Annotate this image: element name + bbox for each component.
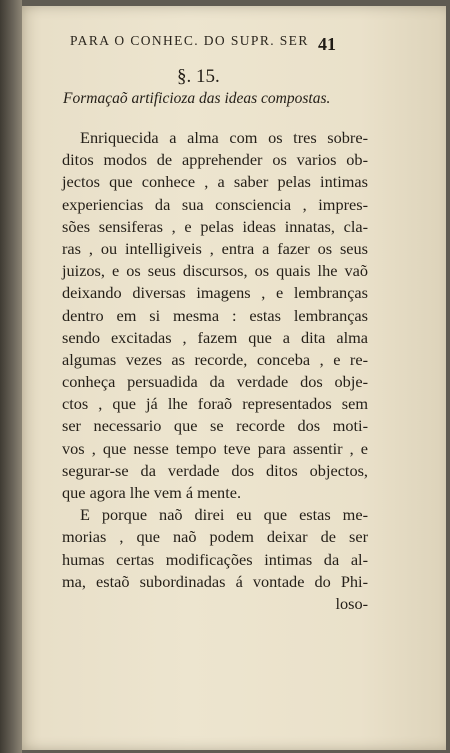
text-line: experiencias da sua consciencia , impres- bbox=[62, 194, 368, 214]
text-line: conheça persuadida da verdade dos obje- bbox=[62, 372, 368, 392]
text-line: juizos, e os seus discursos, os quais lhe vaõ bbox=[62, 261, 368, 281]
text-line: Enriquecida a alma com os tres sobre- bbox=[80, 128, 368, 147]
running-head: PARA O CONHEC. DO SUPR. SER bbox=[70, 33, 309, 48]
text-line: ma, estaõ subordinadas á vontade do Phi- bbox=[62, 571, 368, 591]
section-number: §. 15. bbox=[177, 66, 220, 87]
text-line: ditos modos de apprehender os varios ob- bbox=[62, 150, 368, 170]
binding-edge bbox=[0, 0, 22, 753]
text-line: dentro em si mesma : estas lembranças bbox=[62, 305, 368, 325]
text-line: humas certas modificações intimas da al- bbox=[62, 549, 368, 569]
section-title: Formaçaõ artificioza das ideas compostas. bbox=[63, 90, 331, 107]
text-line: ctos , que já lhe foraõ representados sem bbox=[62, 394, 368, 414]
text-line: que agora lhe vem á mente. bbox=[62, 483, 242, 502]
text-line: deixando diversas imagens , e lembranças bbox=[62, 283, 368, 303]
catchword: loso- bbox=[335, 593, 368, 613]
body-text bbox=[62, 127, 368, 615]
text-line: vos , que nesse tempo teve para assentir , e bbox=[62, 438, 368, 458]
text-line: jectos que conhece , a saber pelas intimas bbox=[62, 172, 368, 192]
text-line: segurar-se da verdade dos ditos objectos, bbox=[62, 460, 368, 480]
text-line: ser necessario que se recorde dos moti- bbox=[62, 416, 368, 436]
page-number: 41 bbox=[318, 34, 336, 54]
text-line: algumas vezes as recorde, conceba , e re- bbox=[62, 349, 368, 369]
text-line: sões sensiferas , e pelas ideas innatas, cla- bbox=[62, 216, 368, 236]
text-line: ras , ou intelligiveis , entra a fazer os seus bbox=[62, 238, 368, 258]
text-line: sendo excitadas , fazem que a dita alma bbox=[62, 327, 368, 347]
text-line: E porque naõ direi eu que estas me- bbox=[80, 505, 368, 525]
text-line: morias , que naõ podem deixar de ser bbox=[62, 527, 368, 547]
